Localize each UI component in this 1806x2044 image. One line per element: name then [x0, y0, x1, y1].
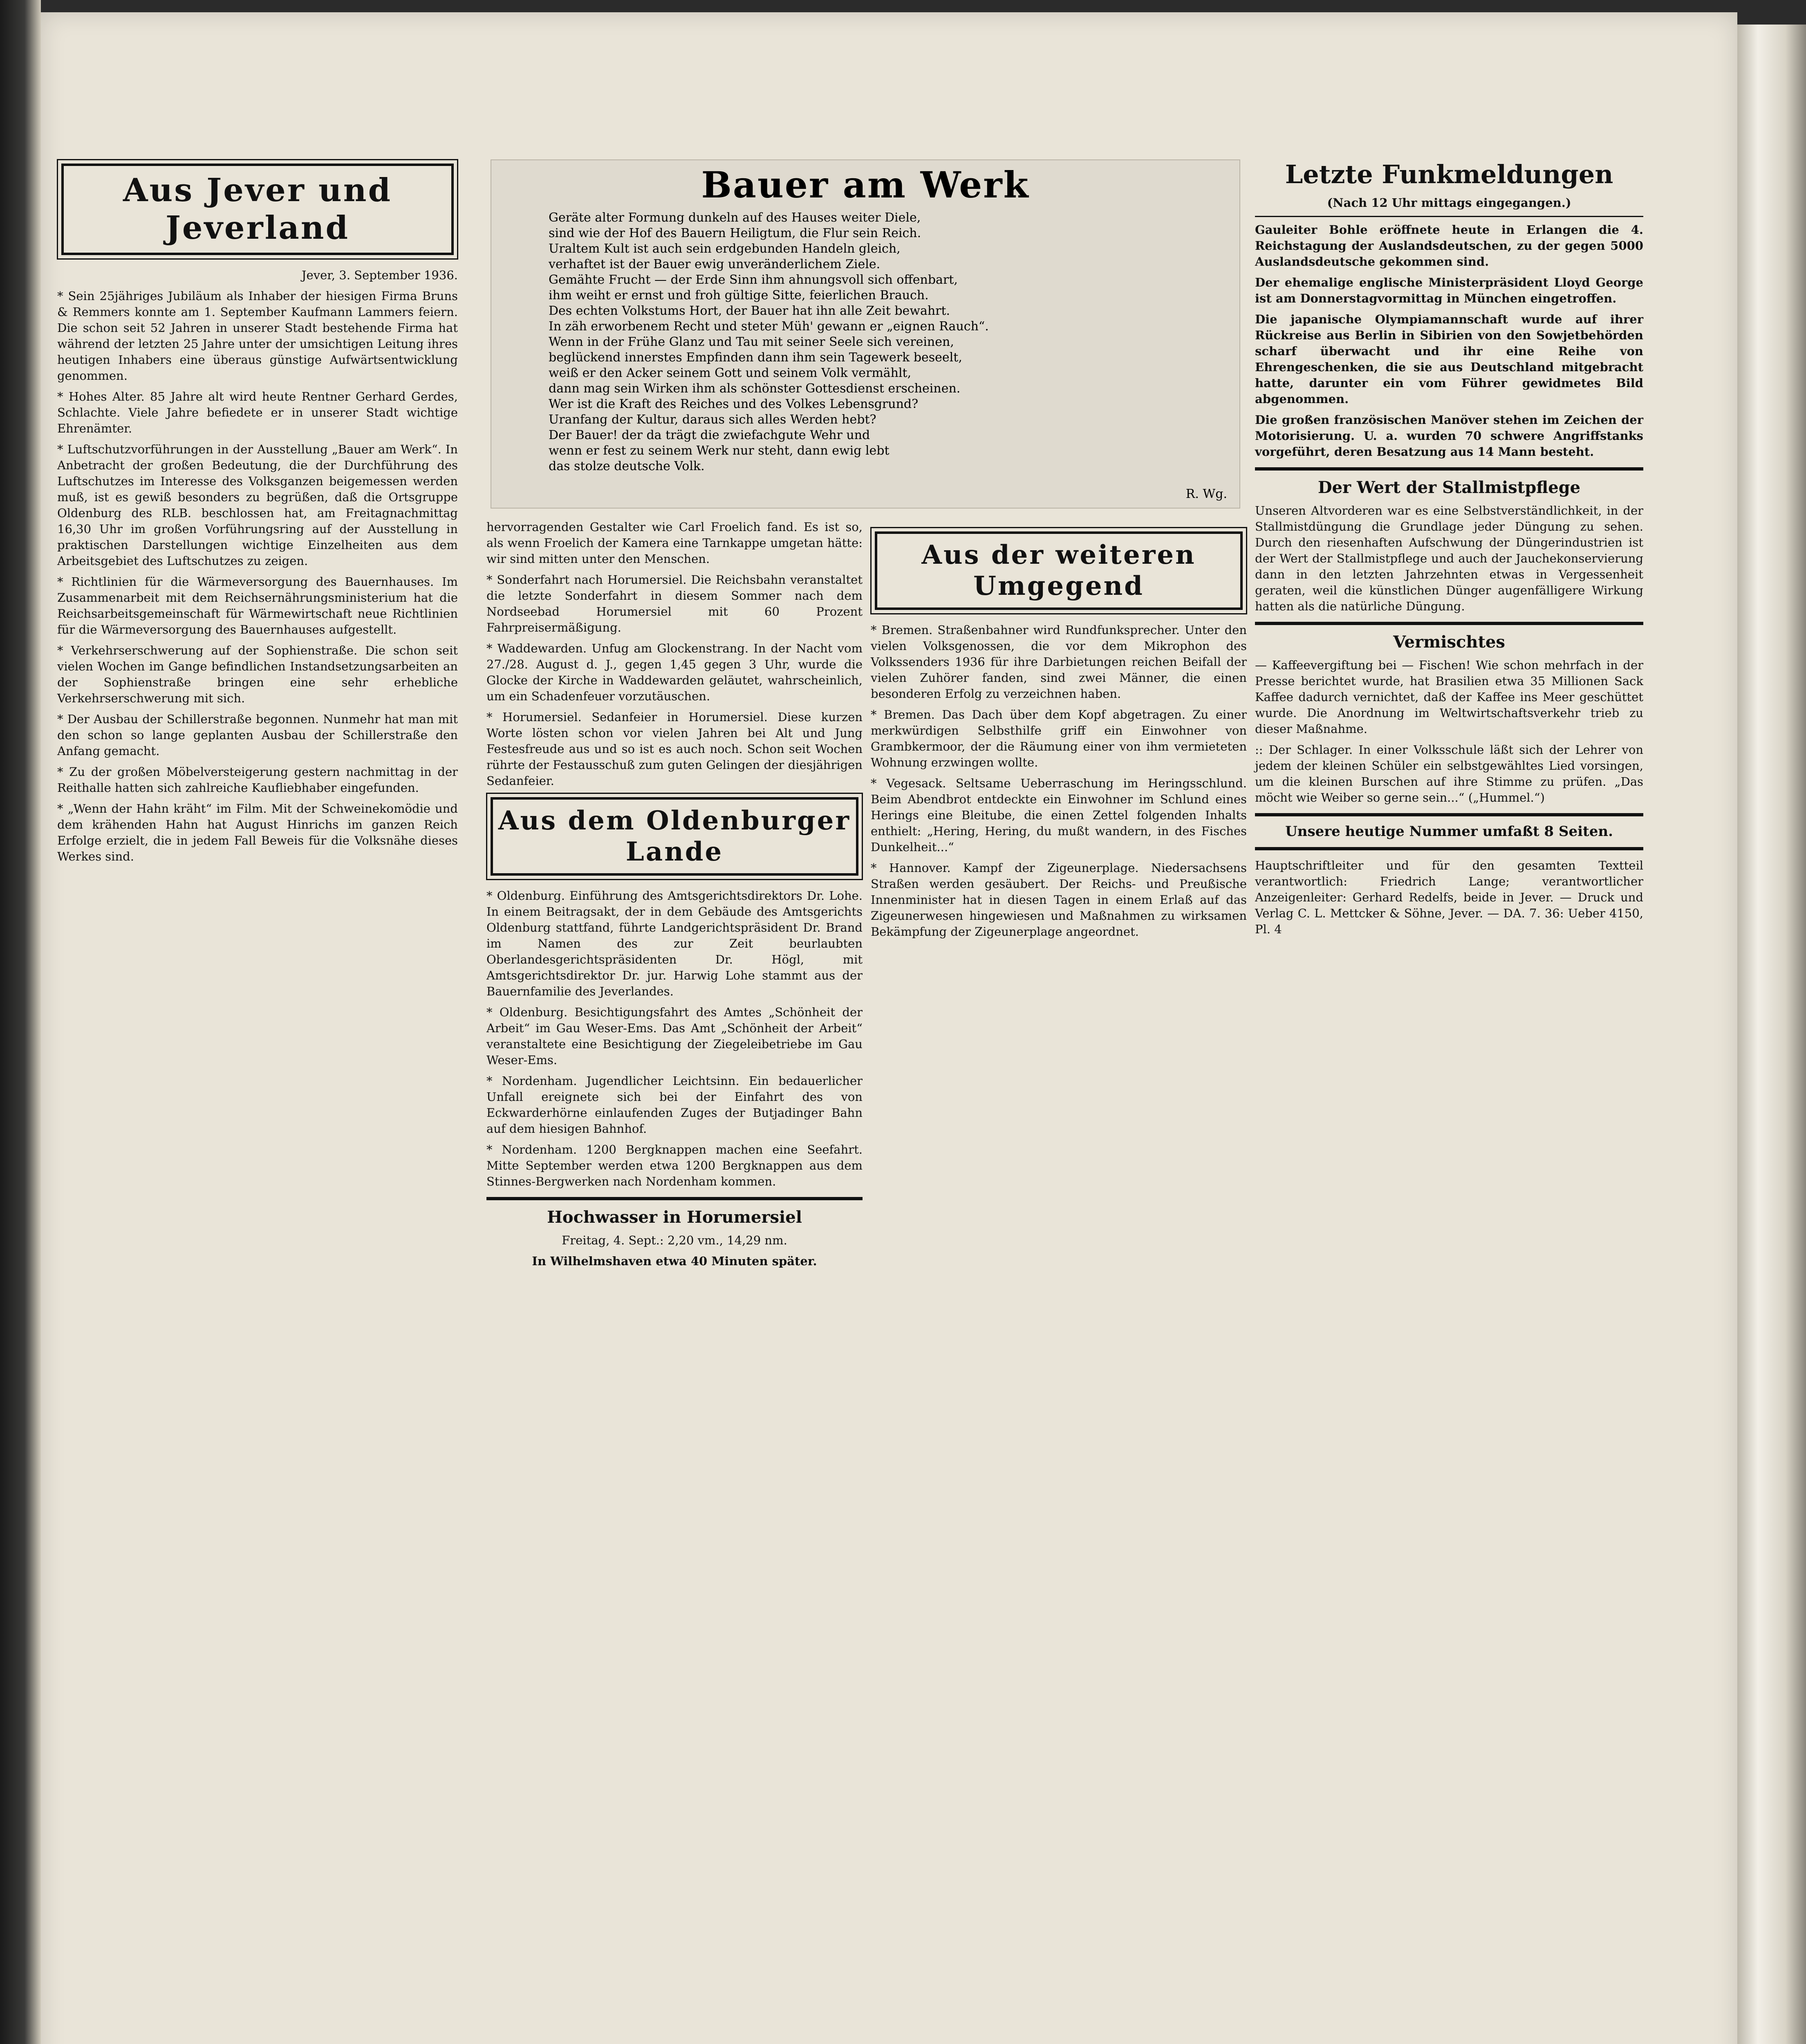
poem-title: Bauer am Werk	[701, 164, 1030, 206]
article: * Oldenburg. Einführung des Amtsgerichtsdirektors Dr. Lohe. In einem Beitragsakt, der in dem Gebäude des Amtsgerichts Oldenburg stattfand, führte Landgerichtspräsident Dr. Brand im Namen des zur Zeit beurlaubten Oberlandesgerichtspräsidenten Dr. Högl, mit Amtsgerichtsdirektor Dr. jur. Harwig Lohe stammt aus der Bauernfamilie des Jeverlandes.	[486, 889, 863, 998]
article: * Vegesack. Seltsame Ueberraschung im Heringsschlund. Beim Abendbrot entdeckte ein Einwohner im Schlund eines Herings eine Bleitube, die einen Zettel folgenden Inhalts enthielt: „Hering, Hering, du mußt wandern, in des Fisches Dunkelheit...“	[871, 776, 1247, 854]
right-subtitle: (Nach 12 Uhr mittags eingegangen.)	[1327, 196, 1571, 210]
poem-box	[491, 159, 1240, 509]
header-box-jever	[61, 164, 454, 255]
divider	[486, 1197, 863, 1200]
article: * Luftschutzvorführungen in der Ausstellung „Bauer am Werk“. In Anbetracht der großen Bedeutung, die der Durchführung des Luftschutzes im Interesse des Volksganzen beigemessen werden muß, ist es gewiß besonders zu begrüßen, daß die Ortsgruppe Oldenburg des RLB. beschlossen hat, am Freitagnachmittag 16,30 Uhr im großen Vorführungsring auf der Ausstellung in praktischen Darstellungen wichtige Einzelheiten aus dem Arbeitsgebiet des Luftschutzes zu zeigen.	[57, 442, 458, 568]
article: * Verkehrserschwerung auf der Sophienstraße. Die schon seit vielen Wochen im Gange befindlichen Instandsetzungsarbeiten an der Sophienstraße bringen eine sehr erhebliche Verkehrserschwerung mit sich.	[57, 643, 458, 705]
hochwasser-note: In Wilhelmshaven etwa 40 Minuten später.	[532, 1254, 817, 1268]
article: — Kaffeevergiftung bei — Fischen! Wie schon mehrfach in der Presse berichtet wurde, hat Brasilien etwa 35 Millionen Sack Kaffee dadurch vernichtet, daß der Kaffee ins Meer geschüttet wurde. Die Anordnung im Weltwirtschaftsverkehr trieb zu dieser Maßnahme.	[1255, 658, 1643, 736]
hochwasser-title: Hochwasser in Horumersiel	[547, 1208, 802, 1227]
article: * Richtlinien für die Wärmeversorgung des Bauernhauses. Im Zusammenarbeit mit dem Reichsernährungsministerium hat die Reichsarbeitsgemeinschaft für Wärmewirtschaft neue Richtlinien für die Wärmeversorgung des Bauernhauses aufgestellt.	[57, 575, 458, 637]
dateline: Jever, 3. September 1936.	[301, 268, 458, 282]
book-spine-shadow	[0, 0, 41, 2044]
hochwasser-times: Freitag, 4. Sept.: 2,20 vm., 14,29 nm.	[562, 1233, 787, 1247]
imprint: Hauptschriftleiter und für den gesamten Textteil verantwortlich: Friedrich Lange; verantwortlicher Anzeigenleiter: Gerhard Redelfs, beide in Jever. — Druck und Verlag C. L. Mettcker & Söhne, Jever. — DA. 7. 36: Ueber 4150, Pl. 4	[1255, 858, 1643, 936]
poem-text: Geräte alter Formung dunkeln auf des Hauses weiter Diele, sind wie der Hof des Bauern Heiligtum, die Flur sein Reich. Uraltem Kult ist auch sein erdgebunden Handeln gleich, verhaftet ist der Bauer ewig unveränderlichem Ziele. Gemähte Frucht — der Erde Sinn ihm ahnungsvoll sich offenbart, ihm weiht er ernst und froh gültige Sitte, feierlichen Brauch. Des echten Volkstums Hort, der Bauer hat ihn alle Zeit bewahrt. In zäh erworbenem Recht und steter Müh' gewann er „eignen Rauch“. Wenn in der Frühe Glanz und Tau mit seiner Seele sich vereinen, beglückend innerstes Empfinden dann ihm sein Tagewerk beseelt, weiß er den Acker seinem Gott und seinem Volk vermählt, dann mag sein Wirken ihm als schönster Gottesdienst erscheinen. Wer ist die Kraft des Reiches und des Volkes Lebensgrund? Uranfang der Kultur, daraus sich alles Werden hebt? Der Bauer! der da trägt die zwiefachgute Wehr und wenn er fest zu seinem Werk nur steht, dann ewig lebt das stolze deutsche Volk.	[549, 211, 989, 473]
article: * Nordenham. 1200 Bergknappen machen eine Seefahrt. Mitte September werden etwa 1200 Bergknappen aus dem Stinnes-Bergwerken nach Nordenham kommen.	[486, 1143, 863, 1188]
article: Der ehemalige englische Ministerpräsident Lloyd George ist am Donnerstagvormittag in München eingetroffen.	[1255, 276, 1643, 305]
divider	[1255, 847, 1643, 850]
divider	[1255, 813, 1643, 816]
article: * Sein 25jähriges Jubiläum als Inhaber der hiesigen Firma Bruns & Remmers konnte am 1. September Kaufmann Lammers feiern. Die schon seit 52 Jahren in unserer Stadt bestehende Firma hat während der letzten 25 Jahre unter der umsichtigen Leitung ihres heutigen Inhabers eine überaus günstige Aufwärtsentwicklung genommen.	[57, 289, 458, 383]
section-heading: Vermischtes	[1393, 632, 1505, 652]
right-title: Letzte Funkmeldungen	[1285, 159, 1613, 189]
article: * Waddewarden. Unfug am Glockenstrang. In der Nacht vom 27./28. August d. J., gegen 1,45 gegen 3 Uhr, wurde die Glocke der Kirche in Waddewarden geläutet, wahrscheinlich, um ein Schadenfeuer vorzutäuschen.	[486, 641, 863, 703]
header-box-umgegend	[875, 531, 1243, 610]
divider	[1255, 622, 1643, 625]
article: * Hohes Alter. 85 Jahre alt wird heute Rentner Gerhard Gerdes, Schlachte. Viele Jahre befiedete er in unserer Stadt wichtige Ehrenämter.	[57, 390, 458, 435]
header-box-title: Aus Jever und Jeverland	[123, 172, 392, 247]
article: Die großen französischen Manöver stehen im Zeichen der Motorisierung. U. a. wurden 70 schwere Angriffstanks vorgeführt, deren Besatzung aus 14 Mann besteht.	[1255, 413, 1643, 459]
left-column	[57, 155, 458, 870]
article: * Zu der großen Möbelversteigerung gestern nachmittag in der Reithalle hatten sich zahlreiche Kaufliebhaber eingefunden.	[57, 765, 458, 795]
article: * Horumersiel. Sedanfeier in Horumersiel. Diese kurzen Worte lösten schon vor vielen Jahren bei Alt und Jung Festesfreude aus und so ist es auch noch. Schon seit Wochen rührte der Festausschuß zum guten Gelingen der diesjährigen Sedanfeier.	[486, 710, 863, 788]
article: * Bremen. Das Dach über dem Kopf abgetragen. Zu einer merkwürdigen Selbsthilfe griff ein Einwohner von Grambkermoor, der die Räumung einer von ihm vermieteten Wohnung erzwingen wollte.	[871, 708, 1247, 769]
header-box-title: Aus dem Oldenburger Lande	[498, 805, 851, 867]
article: :: Der Schlager. In einer Volksschule läßt sich der Lehrer von jedem der kleinen Schüler ein selbstgewähltes Lied vorsingen, um die kleinen Burschen auf ihre Stimme zu prüfen. „Das möcht wie Weiber so gerne sein...“ („Hummel.“)	[1255, 743, 1643, 805]
article: Die japanische Olympiamannschaft wurde auf ihrer Rückreise aus Berlin in Sibirien von den Sowjetbehörden scharf überwacht und ihr eine Reihe von Ehrengeschenken, die sie aus Deutschland mitgebracht hatte, darunter ein vom Führer gewidmetes Bild abgenommen.	[1255, 312, 1643, 406]
right-column	[1255, 159, 1643, 942]
article: * Oldenburg. Besichtigungsfahrt des Amtes „Schönheit der Arbeit“ im Gau Weser-Ems. Das Amt „Schönheit der Arbeit“ veranstaltete eine Besichtigung der Ziegeleibetriebe im Gau Weser-Ems.	[486, 1005, 863, 1067]
article: * Sonderfahrt nach Horumersiel. Die Reichsbahn veranstaltet die letzte Sonderfahrt in diesem Sommer nach dem Nordseebad Horumersiel mit 60 Prozent Fahrpreisermäßigung.	[486, 573, 863, 634]
middle-column-b	[871, 519, 1247, 945]
divider	[1255, 467, 1643, 471]
article: Gauleiter Bohle eröffnete heute in Erlangen die 4. Reichstagung der Auslandsdeutschen, zu der gegen 5000 Auslandsdeutsche gekommen sind.	[1255, 223, 1643, 269]
article: hervorragenden Gestalter wie Carl Froelich fand. Es ist so, als wenn Froelich der Kamera eine Tarnkappe umgetan hätte: wir sind mitten unter den Menschen.	[486, 520, 863, 566]
article: * Der Ausbau der Schillerstraße begonnen. Nunmehr hat man mit den schon so lange geplanten Ausbau der Schillerstraße den Anfang gemacht.	[57, 712, 458, 758]
left-articles	[57, 288, 458, 865]
middle-column-a	[486, 519, 863, 1274]
article: * Nordenham. Jugendlicher Leichtsinn. Ein bedauerlicher Unfall ereignete sich bei der Einfahrt des von Eckwarderhörne einlaufenden Zuges der Butjadinger Bahn auf dem hiesigen Bahnhof.	[486, 1074, 863, 1136]
section-heading: Der Wert der Stallmistpflege	[1318, 478, 1581, 497]
divider	[1255, 216, 1643, 217]
header-box-title: Aus der weiteren Umgegend	[921, 540, 1196, 601]
poem-signature: R. Wg.	[1185, 487, 1227, 501]
newspaper-page	[41, 12, 1737, 2044]
article: * Bremen. Straßenbahner wird Rundfunksprecher. Unter den vielen Volksgenossen, die vor dem Mikrophon des Volkssenders 1936 für ihre Darbietungen reichen Beifall der vielen Zuhörer fanden, sind zwei Männer, die einen besonderen Erfolg zu verzeichnen haben.	[871, 623, 1247, 701]
article: * „Wenn der Hahn kräht“ im Film. Mit der Schweinekomödie und dem krähenden Hahn hat August Hinrichs im ganzen Reich Erfolge erzielt, die in jedem Fall Beweis für die Volksnähe dieses Werkes sind.	[57, 802, 458, 863]
article: Unseren Altvorderen war es eine Selbstverständlichkeit, in der Stallmistdüngung die Grundlage jeder Düngung zu sehen. Durch den riesenhaften Aufschwung der Düngerindustrien ist der Wert der Stallmistpflege und auch der Jauchekonservierung dann in den letzten Jahrzehnten etwas in Vergessenheit geraten, weil die künstlichen Dünger augenfälligere Wirkung hatten als die natürliche Düngung.	[1255, 504, 1643, 613]
article: * Hannover. Kampf der Zigeunerplage. Niedersachsens Straßen werden gesäubert. Der Reichs- und Preußische Innenminister hat in diesen Tagen in einem Erlaß auf das Zigeunerwesen hingewiesen und Maßnahmen zu wirksamen Bekämpfung der Zigeunerplage angeordnet.	[871, 861, 1247, 939]
edition-notice: Unsere heutige Nummer umfaßt 8 Seiten.	[1285, 823, 1613, 840]
header-box-oldenburg	[491, 797, 858, 876]
page-stack-edge	[1737, 25, 1806, 2044]
